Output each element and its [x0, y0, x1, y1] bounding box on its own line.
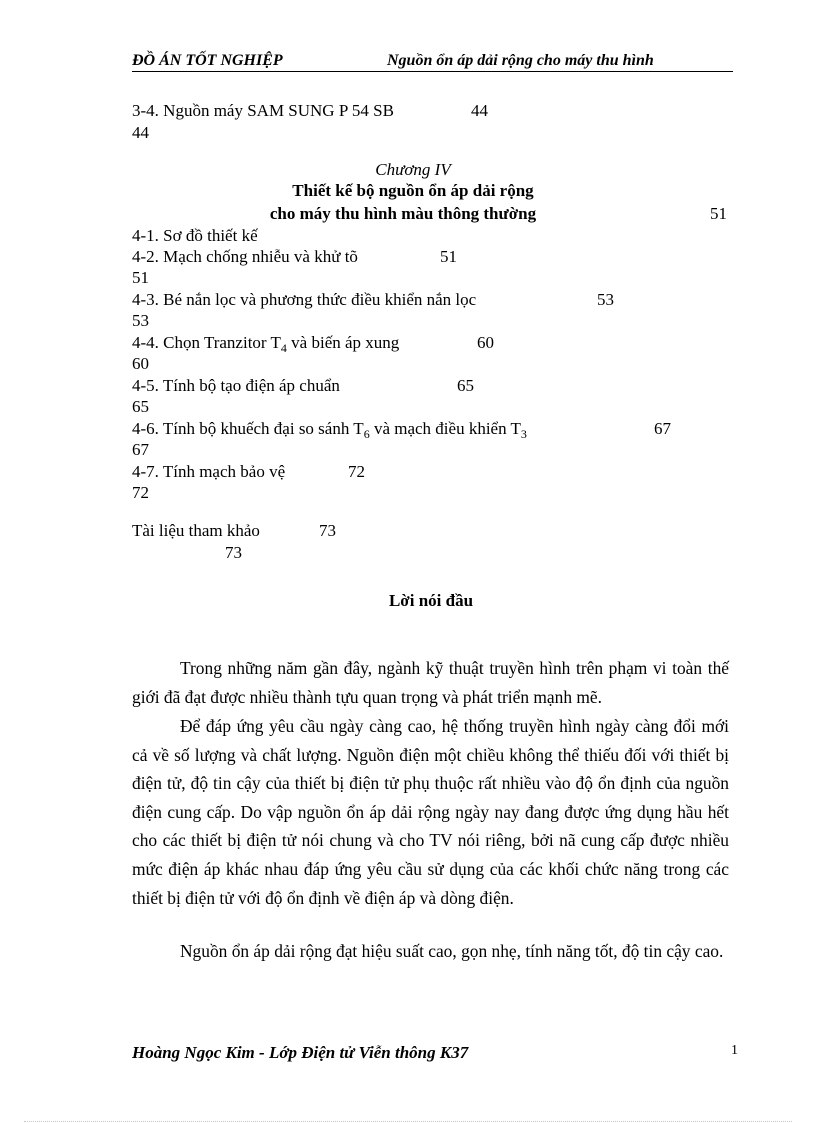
chapter-title-line2: cho máy thu hình màu thông thường — [269, 204, 537, 223]
references-page-repeat: 73 — [225, 543, 242, 562]
toc-item-4-4-page: 60 — [477, 333, 494, 352]
toc-item-4-5-label: 4-5. Tính bộ tạo điện áp chuẩn — [132, 376, 340, 395]
toc-item-4-6-page-repeat: 67 — [132, 440, 149, 459]
chapter-page: 51 — [710, 204, 727, 223]
toc-item-4-6-label-pre: 4-6. Tính bộ khuếch đại so sánh T — [132, 419, 364, 438]
references-page: 73 — [319, 521, 336, 540]
toc-item-4-3-page: 53 — [597, 290, 614, 309]
header-rule — [132, 71, 733, 72]
toc-item-4-4-label — [132, 333, 399, 353]
footer-page-number: 1 — [731, 1043, 738, 1058]
toc-item-3-4-page-repeat: 44 — [132, 123, 149, 142]
toc-item-4-5-page-repeat: 65 — [132, 397, 149, 416]
preface-paragraph-3 — [132, 937, 729, 966]
preface-paragraph-2-text: Để đáp ứng yêu cầu ngày càng cao, hệ thống truyền hình ngày càng đổi mới cả về số lượng và chất lượng. Nguồn điện một chiều không thể thiếu đối với thiết bị điện tử, độ tin cậy của thiết bị điện tử phụ thuộc rất nhiều vào độ ổn định của nguồn điện cung cấp. Do vập nguồn ổn áp dải rộng ngày nay đang được ứng dụng hầu hết cho các thiết bị điện tử nói chung và cho TV nói riêng, bởi nã cung cấp được nhiều mức điện áp khác nhau đáp ứng yêu cầu sử dụng của các khối chức năng trong các thiết bị điện tử với độ ổn định về điện áp và dòng điện. — [132, 716, 729, 908]
toc-item-4-1-label: 4-1. Sơ đồ thiết kế — [132, 226, 258, 245]
preface-paragraph-1-text: Trong những năm gần đây, ngành kỹ thuật truyền hình trên phạm vi toàn thế giới đã đạt được nhiều thành tựu quan trọng và phát triển mạnh mẽ. — [132, 658, 729, 707]
toc-item-4-6-label — [132, 419, 527, 439]
toc-item-4-6-subscript-2: 3 — [520, 427, 527, 441]
toc-item-4-6-label-mid: và mạch điều khiển T — [369, 419, 521, 438]
toc-item-4-5-page: 65 — [457, 376, 474, 395]
toc-item-4-4-label-pre: 4-4. Chọn Tranzitor T — [132, 333, 281, 352]
toc-item-4-7-page-repeat: 72 — [132, 483, 149, 502]
toc-item-4-2-page: 51 — [440, 247, 457, 266]
header-left: ĐỒ ÁN TỐT NGHIỆP — [132, 52, 283, 69]
chapter-title-line1: Thiết kế bộ nguồn ổn áp dải rộng — [292, 181, 534, 200]
toc-item-4-6-subscript-1: 6 — [363, 427, 370, 441]
toc-item-3-4-label: 3-4. Nguồn máy SAM SUNG P 54 SB — [132, 101, 394, 120]
footer-author: Hoàng Ngọc Kim - Lớp Điện tử Viễn thông K37 — [132, 1043, 469, 1062]
chapter-label: Chương IV — [375, 160, 451, 179]
toc-item-4-2-label: 4-2. Mạch chống nhiễu và khử tõ — [132, 247, 358, 266]
page-bottom-border — [24, 1121, 792, 1122]
references-label: Tài liệu tham khảo — [132, 521, 260, 540]
preface-paragraph-1 — [132, 654, 729, 711]
toc-item-4-7-page: 72 — [348, 462, 365, 481]
toc-item-4-4-subscript: 4 — [280, 341, 287, 355]
preface-paragraph-2 — [132, 712, 729, 912]
toc-item-4-3-page-repeat: 53 — [132, 311, 149, 330]
toc-item-4-2-page-repeat: 51 — [132, 268, 149, 287]
preface-paragraph-3-text: Nguồn ổn áp dải rộng đạt hiệu suất cao, gọn nhẹ, tính năng tốt, độ tin cậy cao. — [180, 941, 724, 961]
toc-item-4-4-label-post: và biến áp xung — [286, 333, 400, 352]
toc-item-4-7-label: 4-7. Tính mạch bảo vệ — [132, 462, 286, 481]
toc-item-4-4-page-repeat: 60 — [132, 354, 149, 373]
toc-item-3-4-page: 44 — [471, 101, 488, 120]
header-right: Nguồn ổn áp dải rộng cho máy thu hình — [387, 52, 654, 69]
preface-title: Lời nói đầu — [388, 591, 474, 610]
toc-item-4-6-page: 67 — [654, 419, 671, 438]
toc-item-4-3-label: 4-3. Bé nắn lọc và phương thức điều khiển nắn lọc — [132, 290, 477, 309]
